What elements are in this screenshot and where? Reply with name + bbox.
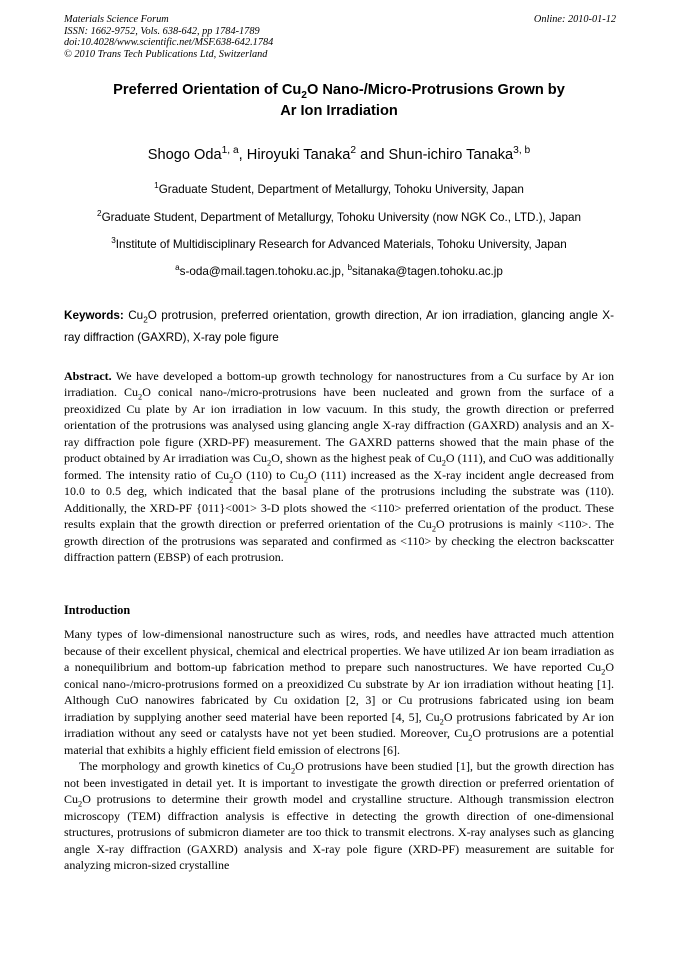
author-affil-mark: 2 xyxy=(350,145,357,157)
affiliation-2 xyxy=(64,211,614,225)
subscript: 2 xyxy=(601,667,606,677)
keywords xyxy=(64,305,614,349)
paragraph-text: The morphology and growth kinetics of Cu xyxy=(79,759,291,773)
title-subscript: 2 xyxy=(301,89,307,101)
affiliation-3 xyxy=(64,238,614,252)
journal-name: Materials Science Forum xyxy=(64,14,169,25)
subscript: 2 xyxy=(143,315,148,325)
keywords-text: Cu xyxy=(123,309,144,322)
journal-header xyxy=(64,14,616,60)
email-line xyxy=(64,265,614,279)
intro-paragraph-1 xyxy=(64,626,614,758)
subscript: 2 xyxy=(229,475,234,485)
title-text: O Nano-/Micro-Protrusions Grown by xyxy=(306,82,565,98)
author-affil-mark: 3, b xyxy=(513,145,531,157)
subscript: 2 xyxy=(290,766,296,776)
keywords-label: Keywords: xyxy=(64,309,124,322)
abstract xyxy=(64,368,614,565)
abstract-label: Abstract. xyxy=(64,369,112,383)
author-name: , Hiroyuki Tanaka xyxy=(238,147,351,163)
abstract-text: O, shown as the highest peak of Cu xyxy=(271,451,442,466)
author-name: Shogo Oda xyxy=(147,147,222,163)
email-separator: , xyxy=(340,265,348,278)
subscript: 2 xyxy=(267,458,272,468)
abstract-text: We have developed a bottom-up growth technology for nanostructures from a Cu surface by Ar ion irradiation. Cu xyxy=(64,369,614,400)
author-list xyxy=(64,146,614,164)
subscript: 2 xyxy=(441,458,446,468)
section-heading-introduction: Introduction xyxy=(64,603,131,617)
abstract-text: O protrusions is mainly <110>. The growth direction of the protrusions was separated and confirmed as <110> by checking the electron backscatter diffraction pattern (EBSP) of each protrusion. xyxy=(64,517,615,564)
issn-line: ISSN: 1662-9752, Vols. 638-642, pp 1784-1789 xyxy=(64,25,260,37)
subscript: 2 xyxy=(303,475,309,485)
subscript: 2 xyxy=(138,392,143,402)
introduction-body xyxy=(64,626,614,874)
paper-title xyxy=(64,80,614,122)
paragraph-text: O protrusions fabricated by Ar ion irradiation without any seed or catalysts have not yet been studied. Moreover, Cu xyxy=(64,709,615,740)
affil-text: Institute of Multidisciplinary Research for Advanced Materials, Tohoku University, Japan xyxy=(115,238,567,251)
affil-mark: 1 xyxy=(154,181,159,191)
abstract-text: O (111) increased as the X-ray incident angle decreased from 10.0 to 0.5 deg, which indicated that the basal plane of the protrusions including the substrate was (110). Additionally, the XRD-PF {011}<001> 3-D plots showed the <110> preferred orientation of the product. These results explain that the growth direction or preferred orientation of the Cu xyxy=(64,467,614,532)
paragraph-text: Many types of low-dimensional nanostructure such as wires, rods, and needles have attracted much attention because of their excellent physical, chemical and electrical properties. We have utilized Ar ion beam irradiation as a nonequilibrium and bottom-up fabrication method to prepare such nanostructures. We have reported Cu xyxy=(64,627,614,674)
title-text: Preferred Orientation of Cu xyxy=(113,82,302,98)
affil-mark: 2 xyxy=(97,209,102,219)
copyright-line: © 2010 Trans Tech Publications Ltd, Switzerland xyxy=(64,48,268,60)
subscript: 2 xyxy=(439,716,444,726)
subscript: 2 xyxy=(468,733,473,743)
title-text: Ar Ion Irradiation xyxy=(280,103,398,119)
doi-line: doi:10.4028/www.scientific.net/MSF.638-642.1784 xyxy=(64,37,274,49)
email-link[interactable]: s-oda@mail.tagen.tohoku.ac.jp xyxy=(179,265,341,278)
affil-text: Graduate Student, Department of Metallurgy, Tohoku University (now NGK Co., LTD.), Japan xyxy=(101,211,581,224)
intro-paragraph-2 xyxy=(64,758,614,874)
paragraph-text: O protrusions are a potential material that exhibits a highly efficient field emission of electrons [6]. xyxy=(64,726,614,757)
author-name: and Shun-ichiro Tanaka xyxy=(356,147,514,163)
abstract-text: O (110) to Cu xyxy=(233,467,304,482)
affil-mark: 3 xyxy=(111,236,116,246)
affiliation-1 xyxy=(64,183,614,197)
subscript: 2 xyxy=(431,524,436,534)
abstract-text: O (111), and CuO was additionally formed. The intensity ratio of Cu xyxy=(64,451,614,482)
author-affil-mark: 1, a xyxy=(221,145,239,157)
abstract-text: O conical nano-/micro-protrusions have been nucleated and grown from the surface of a preoxidized Cu plate by Ar ion irradiation in low vacuum. In this study, the growth direction or preferred orientation of the protrusions was analysed using glancing angle X-ray diffraction (GAXRD) analysis and an X-ray diffraction pole figure (XRD-PF) measurement. The GAXRD patterns showed that the main phase of the product obtained by Ar irradiation was Cu xyxy=(64,385,615,466)
online-date: Online: 2010-01-12 xyxy=(533,14,616,25)
paragraph-text: O protrusions to determine their growth model and crystalline structure. Although transmission electron microscopy (TEM) diffraction analysis is effective in detecting the growth direction of one-dimensional structures, protrusions of submicron diameter are too thick to transmit electrons. X-ray analyses such as glancing angle X-ray diffraction (GAXRD) analysis and X-ray pole figure (XRD-PF) measurement are suitable for analyzing micron-sized crystalline xyxy=(64,792,614,872)
keywords-text: O protrusion, preferred orientation, growth direction, Ar ion irradiation, glancing angle X-ray diffraction (GAXRD), X-ray pole figure xyxy=(64,309,614,344)
affil-text: Graduate Student, Department of Metallurgy, Tohoku University, Japan xyxy=(158,183,524,196)
email-mark: b xyxy=(347,263,352,273)
subscript: 2 xyxy=(78,799,83,809)
email-link[interactable]: sitanaka@tagen.tohoku.ac.jp xyxy=(351,265,503,278)
email-mark: a xyxy=(175,263,180,273)
paragraph-text: O conical nano-/micro-protrusions formed on a preoxidized Cu substrate by Ar ion irradiation without heating [1]. Although CuO nanowires fabricated by Cu oxidation [2, 3] or Cu protrusions fabricated using ion beam irradiation by supplying another seed material have been reported [4, 5], Cu xyxy=(64,660,614,724)
paragraph-text: O protrusions have been studied [1], but the growth direction has not been investigated in detail yet. It is important to investigate the growth direction or preferred orientation of Cu xyxy=(64,759,614,806)
